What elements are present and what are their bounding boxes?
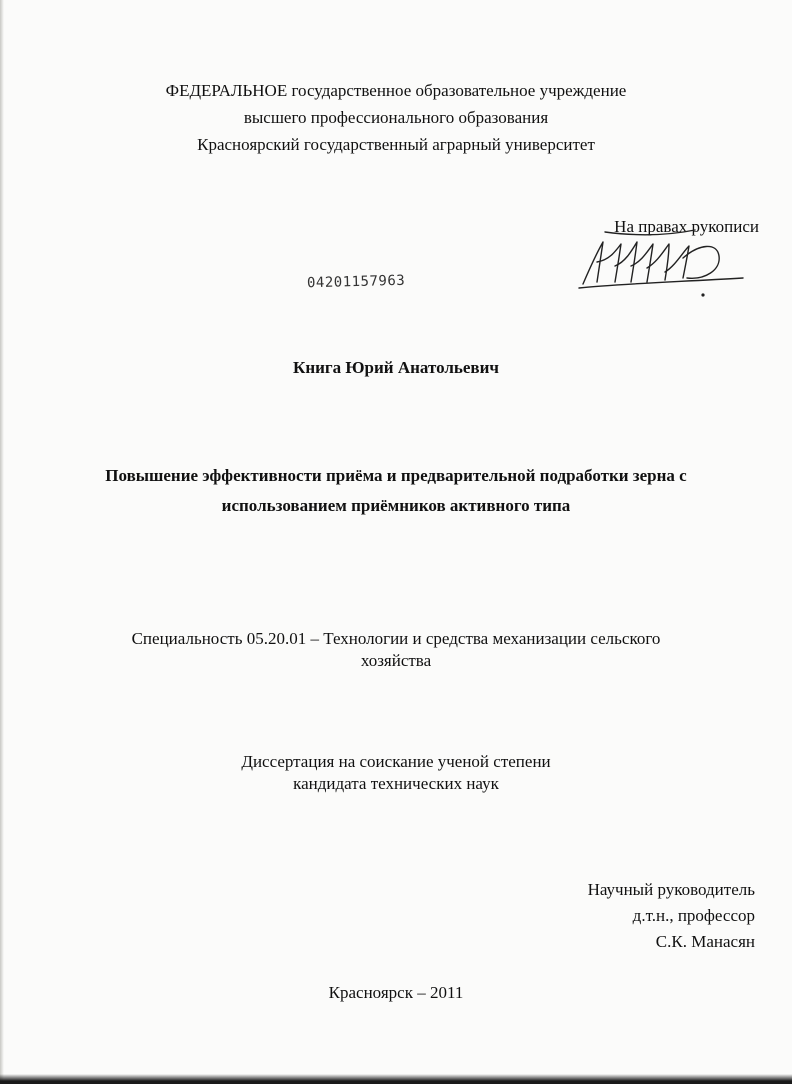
thesis-title-line-1: Повышение эффективности приёма и предварительной подработки зерна с <box>105 466 687 485</box>
supervisor-degree: д.т.н., профессор <box>632 906 755 925</box>
scan-edge-bottom <box>0 1074 792 1084</box>
thesis-title-line-2: использованием приёмников активного типа <box>221 496 571 515</box>
place-year: Красноярск – 2011 <box>328 983 464 1002</box>
archive-stamp-number: 04201157963 <box>306 272 406 292</box>
author-name: Книга Юрий Анатольевич <box>293 358 499 377</box>
dissertation-line-1: Диссертация на соискание ученой степени <box>241 752 551 771</box>
header-line-2: высшего профессионального образования <box>243 108 549 127</box>
header-line-1: ФЕДЕРАЛЬНОЕ государственное образовательное учреждение <box>165 81 627 100</box>
dissertation-line-2: кандидата технических наук <box>293 774 499 793</box>
specialty-line-2: хозяйства <box>360 651 432 670</box>
header-line-3: Красноярский государственный аграрный университет <box>197 135 595 154</box>
supervisor-role: Научный руководитель <box>587 880 755 899</box>
scan-edge-left <box>0 0 4 1084</box>
signature-icon <box>575 222 750 302</box>
rights-note: На правах рукописи <box>614 217 759 236</box>
specialty-line-1: Специальность 05.20.01 – Технологии и средства механизации сельского <box>131 629 661 648</box>
supervisor-name: С.К. Манасян <box>655 932 755 951</box>
